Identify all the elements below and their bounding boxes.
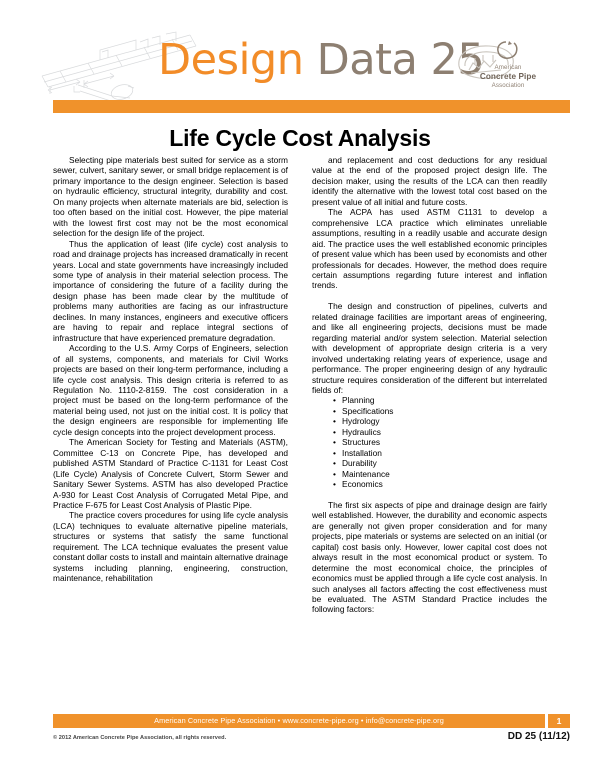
paragraph: The ACPA has used ASTM C1131 to develop a comprehensive LCA practice which eliminates unreliable assumptions, resulting in a readily usable and accurate design aid. The practice uses the well established economic principles of present value which has been used by economists and other professionals for decades. However, the method does require certain assumptions regarding future interest and inflation trends.: [312, 207, 547, 291]
acpa-logo-line-2: Concrete Pipe: [479, 72, 537, 81]
paragraph: The design and construction of pipelines, culverts and related drainage facilities are important areas of engineering, and like all engineering projects, decisions must be made regarding material and/or system selection. Material selection with development of appropriate design criteria is a very involved undertaking relating years of experience, usage and performance. The proper engineering design of any hydraulic structure requires consideration of the different but interrelated fields of:: [312, 301, 547, 395]
acpa-swoosh-icon: [462, 38, 554, 64]
right-column: [312, 155, 547, 615]
paragraph: Thus the application of least (life cycle) cost analysis to road and drainage projects has increased dramatically in recent years. Local and state governments have increasingly included some type of analysis in their material selection process. The importance of considering the future of a facility during the design phase has been made clear by the multitude of problems many authorities are facing as our infrastructure declines. In many instances, engineers and executive officers are having to repair and replace integral sections of infrastructure that have experienced premature degradation.: [53, 238, 288, 343]
page-title: Life Cycle Cost Analysis: [169, 125, 431, 151]
left-column: [53, 155, 288, 615]
list-item: • Maintenance: [342, 469, 547, 479]
document-reference: DD 25 (11/12): [507, 731, 570, 742]
brand-title-design: Design: [158, 35, 304, 85]
list-item: • Installation: [342, 448, 547, 458]
list-item: • Hydrology: [342, 416, 547, 426]
list-item: • Economics: [342, 479, 547, 489]
paragraph: The first six aspects of pipe and drainage design are fairly well established. However, the durability and economic aspects are generally not given proper consideration and for many projects, pipe materials or systems are selected on an initial (or capital) cost basis only. However, lower capital cost does not always result in the most economical product or system. To determine the most economical choice, the principles of economics must be applied through a life cycle cost analysis. In such analyses all factors affecting the cost effectiveness must be evaluated. The ASTM Standard Practice includes the following factors:: [312, 499, 547, 615]
brand-title: [158, 34, 484, 86]
acpa-logo-line-3: Association: [491, 82, 525, 89]
list-item: • Hydraulics: [342, 427, 547, 437]
paragraph: The practice covers procedures for using life cycle analysis (LCA) techniques to evaluate alternative pipeline materials, structures or systems that satisfy the same functional requirement. The LCA technique evaluates the present value constant dollar costs to install and maintain alternative drainage systems including planning, engineering, construction, maintenance, rehabilitation: [53, 510, 288, 584]
design-fields-list: [312, 395, 547, 489]
page-number-badge: 1: [548, 714, 570, 728]
brand-row: [53, 35, 570, 96]
paragraph: The American Society for Testing and Materials (ASTM), Committee C-13 on Concrete Pipe, has developed and published ASTM Standard of Practice C-1131 for Least Cost (Life Cycle) Analysis of Concrete Culvert, Storm Sewer and Sanitary Sewer Systems. ASTM has also developed Practice A-930 for Least Cost Analysis of Corrugated Metal Pipe, and Practice F-675 for Least Cost Analysis of Plastic Pipe.: [53, 437, 288, 510]
copyright-notice: © 2012 American Concrete Pipe Association, all rights reserved.: [53, 735, 227, 741]
footer-bar-row: [53, 714, 570, 728]
header-orange-rule: [53, 100, 570, 113]
footer-association-bar[interactable]: American Concrete Pipe Association • www.concrete-pipe.org • info@concrete-pipe.org: [53, 714, 545, 728]
list-item: • Planning: [342, 395, 547, 405]
acpa-logo: [462, 38, 554, 90]
body-columns: [53, 155, 547, 615]
paragraph: and replacement and cost deductions for any residual value at the end of the proposed project design life. The decision maker, using the results of the LCA can then readily identify the alternative with the lowest total cost based on the present value of all initial and future costs.: [312, 155, 547, 207]
list-item: • Specifications: [342, 406, 547, 416]
brand-title-data: Data 25: [303, 35, 485, 85]
list-item: • Durability: [342, 458, 547, 468]
footer-meta: [53, 731, 570, 742]
paragraph: According to the U.S. Army Corps of Engineers, selection of all systems, components, and materials for Civil Works projects are based on their long-term performance, including a life cycle cost analysis. This design criteria is referred to as Regulation No. 1110-2-8159. The cost consideration in a project must be based on the long-term performance of the material being used, not just on the initial cost. It is policy that the design engineers are responsible for implementing life cycle design concepts into the project development process.: [53, 343, 288, 437]
paragraph: Selecting pipe materials best suited for service as a storm sewer, culvert, sanitary sewer, or small bridge replacement is of primary importance to the design engineer. Selection is based on hydraulic efficiency, structural integrity, durability and cost. On many projects when alternate materials are bid, selection is too often based on the initial cost. However, the pipe material with the lowest first cost may not be the most economical selection for the design life of the project.: [53, 155, 288, 239]
acpa-logo-line-1: American: [494, 64, 522, 71]
page-header: [0, 0, 600, 108]
page-footer: [53, 714, 570, 742]
list-item: • Structures: [342, 437, 547, 447]
